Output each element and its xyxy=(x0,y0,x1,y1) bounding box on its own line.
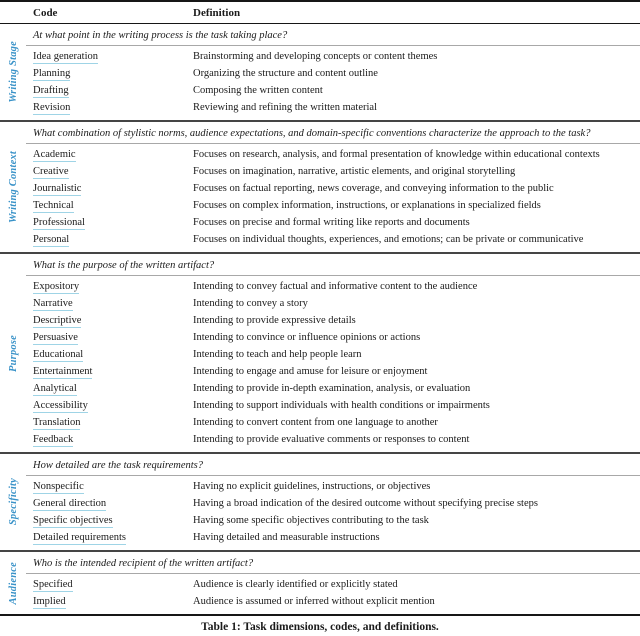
code-link[interactable]: Entertainment xyxy=(33,366,93,377)
code-link[interactable]: Revision xyxy=(33,102,71,113)
group-label-writing-stage xyxy=(0,24,26,120)
code-cell xyxy=(33,183,193,194)
code-cell xyxy=(33,149,193,160)
table-row xyxy=(0,495,640,512)
table-row xyxy=(0,414,640,431)
code-link[interactable]: Planning xyxy=(33,68,71,79)
code-link[interactable]: Technical xyxy=(33,200,74,211)
code-link[interactable]: Expository xyxy=(33,281,80,292)
code-cell xyxy=(33,498,193,509)
code-link[interactable]: Journalistic xyxy=(33,183,82,194)
definition-cell: Intending to support individuals with health conditions or impairments xyxy=(193,400,490,411)
table-row xyxy=(0,593,640,610)
code-cell xyxy=(33,349,193,360)
definition-cell: Audience is assumed or inferred without explicit mention xyxy=(193,596,435,607)
definition-cell: Organizing the structure and content outline xyxy=(193,68,378,79)
definition-cell: Focuses on imagination, narrative, artistic elements, and original storytelling xyxy=(193,166,516,177)
code-cell xyxy=(33,366,193,377)
code-cell xyxy=(33,51,193,62)
table-row xyxy=(0,99,640,116)
code-link[interactable]: Implied xyxy=(33,596,66,607)
section-writing-stage xyxy=(0,24,640,122)
table-row xyxy=(0,82,640,99)
table-row xyxy=(0,214,640,231)
section-question: At what point in the writing process is the task taking place? xyxy=(26,24,640,46)
section-question: What is the purpose of the written artifact? xyxy=(26,254,640,276)
table-row xyxy=(0,197,640,214)
code-cell xyxy=(33,515,193,526)
definition-cell: Having no explicit guidelines, instructions, or objectives xyxy=(193,481,431,492)
code-cell xyxy=(33,434,193,445)
code-link[interactable]: Educational xyxy=(33,349,84,360)
definition-cell: Intending to provide in-depth examination, analysis, or evaluation xyxy=(193,383,471,394)
section-question: How detailed are the task requirements? xyxy=(26,454,640,476)
definition-cell: Intending to convey a story xyxy=(193,298,308,309)
group-label-text: Writing Stage xyxy=(7,41,19,103)
code-cell xyxy=(33,85,193,96)
section-rows xyxy=(0,46,640,120)
definition-cell: Intending to provide evaluative comments or responses to content xyxy=(193,434,470,445)
code-cell xyxy=(33,102,193,113)
section-rows xyxy=(0,476,640,550)
section-question: What combination of stylistic norms, audience expectations, and domain-specific conventions characterize the approach to the task? xyxy=(26,122,640,144)
code-cell xyxy=(33,596,193,607)
group-label-purpose xyxy=(0,254,26,452)
code-cell xyxy=(33,400,193,411)
definition-cell: Audience is clearly identified or explicitly stated xyxy=(193,579,398,590)
code-link[interactable]: Narrative xyxy=(33,298,73,309)
code-link[interactable]: Academic xyxy=(33,149,76,160)
code-cell xyxy=(33,281,193,292)
table-row xyxy=(0,278,640,295)
code-cell xyxy=(33,166,193,177)
definition-cell: Having a broad indication of the desired outcome without specifying precise steps xyxy=(193,498,538,509)
table-row xyxy=(0,512,640,529)
definition-cell: Intending to provide expressive details xyxy=(193,315,356,326)
section-purpose xyxy=(0,254,640,454)
code-cell xyxy=(33,532,193,543)
table-row xyxy=(0,346,640,363)
table-row xyxy=(0,231,640,248)
code-cell xyxy=(33,298,193,309)
definition-cell: Focuses on research, analysis, and formal presentation of knowledge within educational contexts xyxy=(193,149,600,160)
group-label-text: Specificity xyxy=(7,478,19,526)
definition-cell: Intending to convey factual and informative content to the audience xyxy=(193,281,478,292)
code-link[interactable]: Creative xyxy=(33,166,69,177)
code-cell xyxy=(33,332,193,343)
code-cell xyxy=(33,217,193,228)
table-row xyxy=(0,397,640,414)
code-link[interactable]: General direction xyxy=(33,498,107,509)
code-cell xyxy=(33,315,193,326)
code-cell xyxy=(33,579,193,590)
definition-cell: Intending to engage and amuse for leisure or enjoyment xyxy=(193,366,428,377)
table-row xyxy=(0,431,640,448)
section-audience xyxy=(0,552,640,616)
code-link[interactable]: Accessibility xyxy=(33,400,88,411)
table-row xyxy=(0,48,640,65)
code-link[interactable]: Detailed requirements xyxy=(33,532,127,543)
section-rows xyxy=(0,574,640,614)
definition-cell: Focuses on complex information, instructions, or explanations in specialized fields xyxy=(193,200,541,211)
table-header-row xyxy=(0,2,640,24)
code-cell xyxy=(33,68,193,79)
table-row xyxy=(0,478,640,495)
definition-cell: Focuses on factual reporting, news coverage, and conveying information to the public xyxy=(193,183,554,194)
group-label-text: Purpose xyxy=(7,334,19,372)
code-link[interactable]: Persuasive xyxy=(33,332,78,343)
code-link[interactable]: Feedback xyxy=(33,434,74,445)
code-link[interactable]: Analytical xyxy=(33,383,77,394)
code-cell xyxy=(33,417,193,428)
group-label-text: Writing Context xyxy=(7,151,19,223)
group-label-text: Audience xyxy=(7,561,19,605)
section-rows xyxy=(0,144,640,252)
definition-cell: Composing the written content xyxy=(193,85,323,96)
column-header-definition: Definition xyxy=(193,6,241,19)
group-label-writing-context xyxy=(0,122,26,252)
code-link[interactable]: Drafting xyxy=(33,85,69,96)
code-link[interactable]: Specific objectives xyxy=(33,515,113,526)
code-cell xyxy=(33,234,193,245)
table-caption: Table 1: Task dimensions, codes, and definitions. xyxy=(201,621,439,633)
code-link[interactable]: Idea generation xyxy=(33,51,99,62)
definition-cell: Having some specific objectives contributing to the task xyxy=(193,515,429,526)
definition-cell: Having detailed and measurable instructions xyxy=(193,532,380,543)
section-question: Who is the intended recipient of the written artifact? xyxy=(26,552,640,574)
table-row xyxy=(0,163,640,180)
definition-cell: Focuses on individual thoughts, experiences, and emotions; can be private or communicative xyxy=(193,234,584,245)
definition-cell: Reviewing and refining the written material xyxy=(193,102,377,113)
code-link[interactable]: Personal xyxy=(33,234,70,245)
table-row xyxy=(0,363,640,380)
table-row xyxy=(0,329,640,346)
definition-cell: Focuses on precise and formal writing like reports and documents xyxy=(193,217,470,228)
table-row xyxy=(0,146,640,163)
table-row xyxy=(0,380,640,397)
group-label-audience xyxy=(0,552,26,614)
section-rows xyxy=(0,276,640,452)
table-row xyxy=(0,65,640,82)
code-link[interactable]: Specified xyxy=(33,579,73,590)
table-row xyxy=(0,295,640,312)
section-writing-context xyxy=(0,122,640,254)
code-cell xyxy=(33,481,193,492)
code-cell xyxy=(33,383,193,394)
code-link[interactable]: Professional xyxy=(33,217,85,228)
definition-cell: Brainstorming and developing concepts or content themes xyxy=(193,51,438,62)
definition-cell: Intending to teach and help people learn xyxy=(193,349,362,360)
definition-cell: Intending to convince or influence opinions or actions xyxy=(193,332,421,343)
table-row xyxy=(0,576,640,593)
code-cell xyxy=(33,200,193,211)
definition-cell: Intending to convert content from one language to another xyxy=(193,417,438,428)
table-row xyxy=(0,312,640,329)
group-label-specificity xyxy=(0,454,26,550)
code-link[interactable]: Translation xyxy=(33,417,81,428)
table-row xyxy=(0,529,640,546)
table-row xyxy=(0,180,640,197)
code-link[interactable]: Descriptive xyxy=(33,315,82,326)
column-header-code: Code xyxy=(33,6,58,19)
code-link[interactable]: Nonspecific xyxy=(33,481,84,492)
section-specificity xyxy=(0,454,640,552)
